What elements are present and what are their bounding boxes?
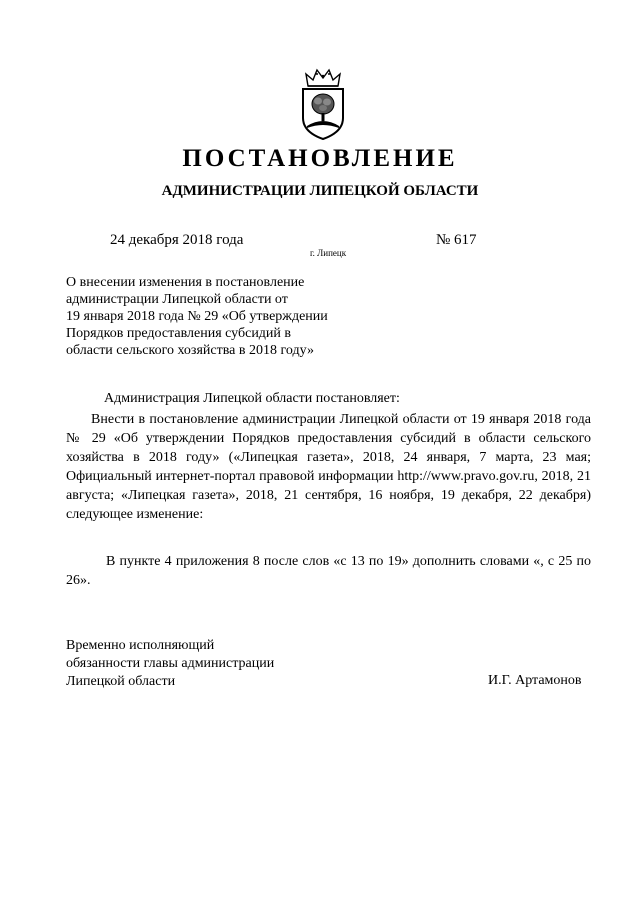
- amendment-paragraph: В пункте 4 приложения 8 после слов «с 13 по 19» дополнить словами «, с 25 по 26».: [66, 554, 591, 588]
- signatory-position-line: обязанности главы администрации: [66, 656, 275, 671]
- subject-line: О внесении изменения в постановление: [66, 275, 305, 290]
- lipetsk-coat-of-arms-icon: [296, 66, 350, 142]
- decree-number: № 617: [436, 232, 477, 248]
- decree-body-paragraph: Внести в постановление администрации Липецкой области от 19 января 2018 года № 29 «Об утверждении Порядков предоставления субсидий в области сельского хозяйства в 2018 году» («Липецкая газета», 2018, 24 января, 7 марта, 23 мая; Официальный интернет-портал правовой информации http://www.pravo.gov.ru, 2018, 21 августа; «Липецкая газета», 2018, 21 сентября, 16 ноября, 19 декабря, 22 декабря) следующее изменение:: [66, 412, 591, 522]
- subject-line: области сельского хозяйства в 2018 году»: [66, 343, 314, 358]
- issuer-name: АДМИНИСТРАЦИИ ЛИПЕЦКОЙ ОБЛАСТИ: [161, 183, 479, 199]
- signatory-position: [66, 637, 274, 691]
- decree-date: 24 декабря 2018 года: [110, 232, 244, 248]
- decree-intro: Администрация Липецкой области постановляет:: [104, 391, 400, 406]
- signatory-position-line: Липецкой области: [66, 674, 176, 689]
- decree-subject: [66, 274, 366, 359]
- signatory-name: И.Г. Артамонов: [488, 673, 582, 688]
- subject-line: Порядков предоставления субсидий в: [66, 326, 292, 341]
- document-title: ПОСТАНОВЛЕНИЕ: [182, 145, 458, 172]
- subject-line: 19 января 2018 года № 29 «Об утверждении: [66, 309, 328, 324]
- signatory-position-line: Временно исполняющий: [66, 638, 215, 653]
- decree-city: г. Липецк: [310, 248, 347, 258]
- subject-line: администрации Липецкой области от: [66, 292, 288, 307]
